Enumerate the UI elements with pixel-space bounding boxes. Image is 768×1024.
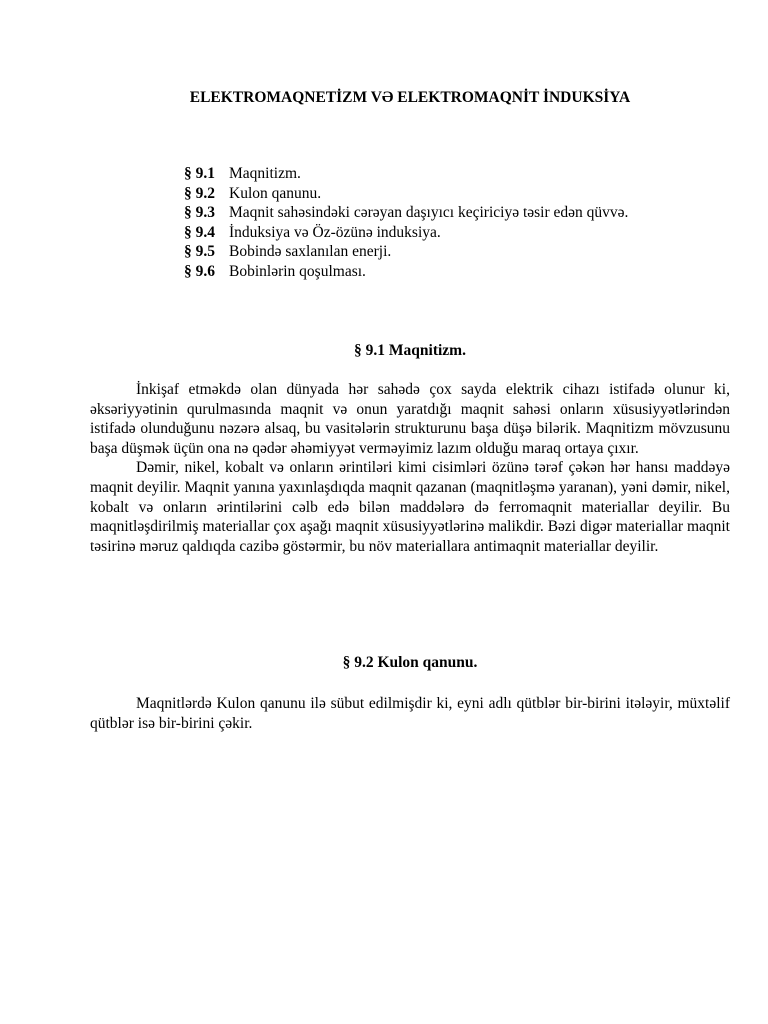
toc-item-title: İnduksiya və Öz-özünə induksiya. [229, 223, 441, 241]
paragraph: İnkişaf etməkdə olan dünyada hər sahədə çox sayda elektrik cihazı istifadə olunur ki, əksəriyyətinin qurulmasında maqnit və onun yaratdığı maqnit sahəsi onların xüsusiyyətlərindən istifadə olunduğunu nəzərə alsaq, bu vasitələrin strukturunu başa düşə bilərik. Maqnitizm mövzusunu başa düşmək üçün ona nə qədər əhəmiyyət verməyimiz lazım olduğu maraq ortaya çıxır. [90, 381, 730, 457]
table-of-contents [184, 164, 628, 281]
toc-item-number: § 9.1 [184, 165, 215, 182]
paragraph: Maqnitlərdə Kulon qanunu ilə sübut edilmişdir ki, eyni adlı qütblər bir-birini itələyir, müxtəlif qütblər isə bir-birini çəkir. [90, 695, 730, 732]
toc-item-title: Kulon qanunu. [229, 184, 322, 202]
toc-item [184, 164, 628, 184]
toc-item-number: § 9.5 [184, 243, 215, 260]
document-title: ELEKTROMAQNETİZM VƏ ELEKTROMAQNİT İNDUKSİYA [189, 89, 631, 106]
section-body-9-2 [90, 694, 730, 733]
toc-item [184, 223, 628, 243]
toc-item-title: Maqnit sahəsindəki cərəyan daşıyıcı keçiriciyə təsir edən qüvvə. [229, 204, 629, 221]
toc-item [184, 262, 628, 282]
toc-item-number: § 9.6 [184, 262, 215, 280]
toc-item-number: § 9.2 [184, 184, 215, 202]
toc-item-title: Bobinlərin qoşulması. [229, 262, 366, 280]
paragraph: Dəmir, nikel, kobalt və onların ərintiləri kimi cisimləri özünə tərəf çəkən hər hansı maddəyə maqnit deyilir. Maqnit yanına yaxınlaşdıqda maqnit qazanan (maqnitləşmə yaranan), yəni dəmir, nikel, kobalt və onların ərintilərini cəlb edə bilən maddələrə də ferromaqnit materiallar deyilir. Bu maqnitləşdirilmiş materiallar çox aşağı maqnit xüsusiyyətlərinə malikdir. Bəzi digər materiallar maqnit təsirinə məruz qaldıqda cazibə göstərmir, bu növ materiallara antimaqnit materiallar deyilir. [90, 459, 730, 555]
toc-item [184, 242, 628, 262]
toc-item [184, 184, 628, 204]
section-heading-9-1: § 9.1 Maqnitizm. [354, 342, 466, 359]
section-body-9-1 [90, 380, 730, 556]
toc-item [184, 203, 628, 223]
toc-item-number: § 9.4 [184, 223, 215, 241]
toc-item-title: Maqnitizm. [229, 165, 301, 182]
toc-item-number: § 9.3 [184, 204, 215, 221]
section-heading-9-2: § 9.2 Kulon qanunu. [342, 654, 478, 671]
toc-item-title: Bobində saxlanılan enerji. [229, 243, 392, 260]
